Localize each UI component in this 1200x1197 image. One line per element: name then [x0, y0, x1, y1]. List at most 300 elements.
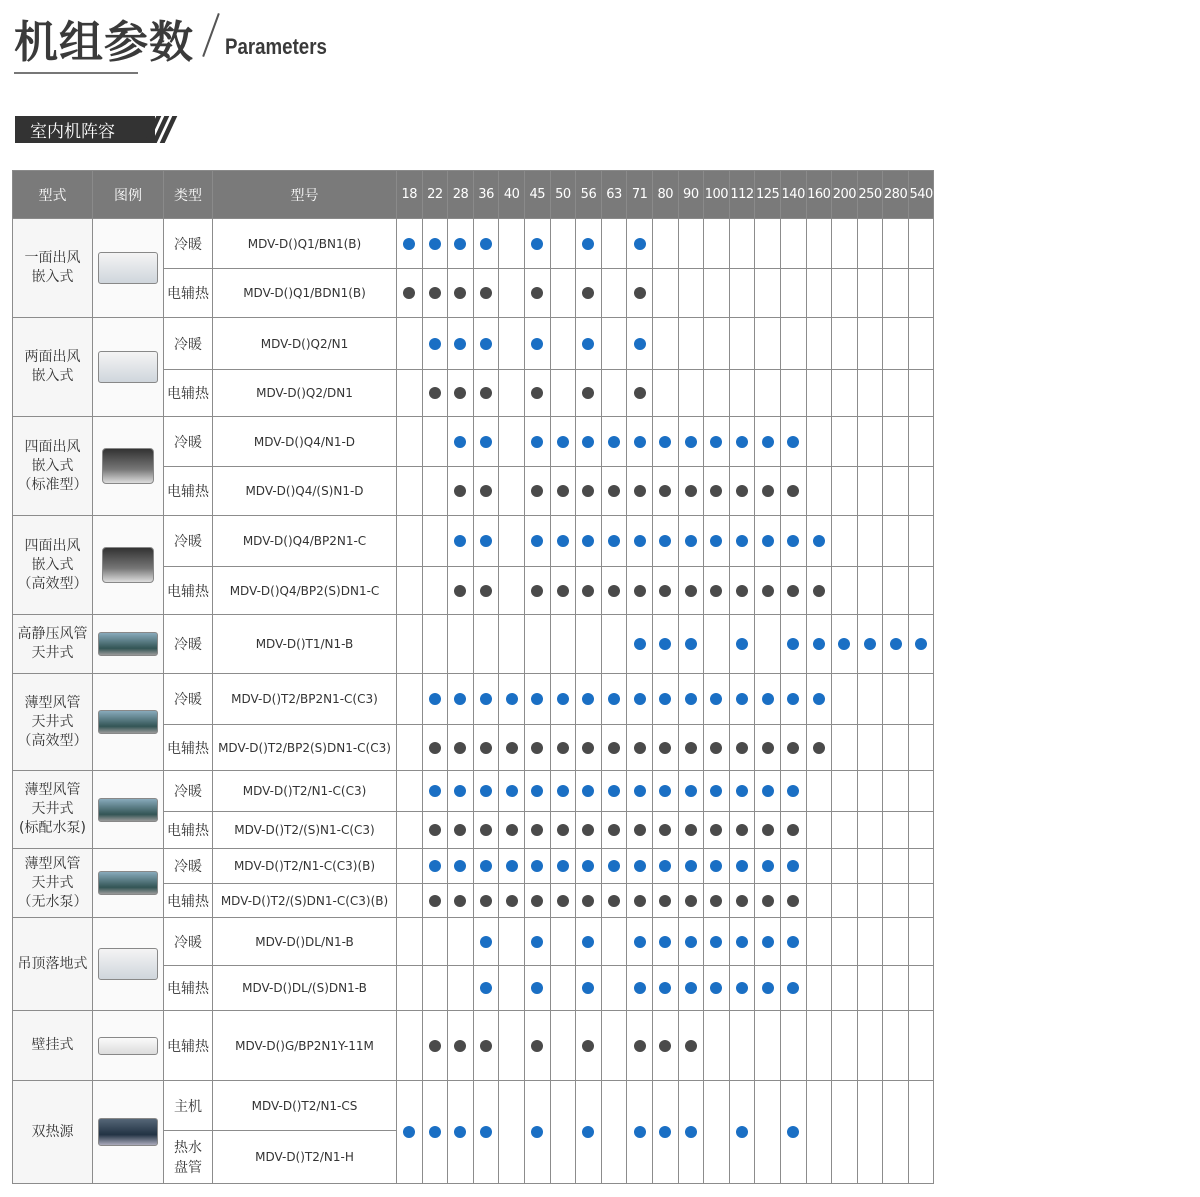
availability-dot: [608, 436, 620, 448]
header-capacity: 18: [397, 171, 423, 219]
capacity-cell: [524, 674, 550, 725]
capacity-cell: [576, 966, 602, 1011]
capacity-cell: [550, 918, 576, 966]
availability-dot: [762, 824, 774, 836]
capacity-cell: [601, 849, 627, 884]
availability-dot: [582, 693, 594, 705]
availability-dot: [506, 785, 518, 797]
availability-dot: [480, 238, 492, 250]
capacity-cell: [473, 812, 499, 849]
availability-dot: [634, 338, 646, 350]
capacity-cell: [832, 918, 858, 966]
capacity-cell: [576, 771, 602, 812]
unit-type: 电辅热: [164, 269, 213, 318]
wall-mounted-image: [98, 1037, 158, 1055]
availability-dot: [454, 436, 466, 448]
capacity-cell: [883, 467, 909, 516]
capacity-cell: [652, 567, 678, 615]
capacity-cell: [678, 269, 704, 318]
capacity-cell: [499, 725, 525, 771]
capacity-cell: [883, 674, 909, 725]
capacity-cell: [422, 771, 448, 812]
capacity-cell: [883, 567, 909, 615]
capacity-cell: [627, 849, 653, 884]
availability-dot: [480, 742, 492, 754]
unit-type: 电辅热: [164, 725, 213, 771]
header-type: 类型: [164, 171, 213, 219]
capacity-cell: [780, 812, 806, 849]
availability-dot: [531, 287, 543, 299]
capacity-cell: [422, 567, 448, 615]
capacity-cell: [550, 1081, 576, 1184]
unit-type: 主机: [164, 1081, 213, 1131]
capacity-cell: [627, 884, 653, 918]
availability-dot: [557, 693, 569, 705]
capacity-cell: [678, 725, 704, 771]
capacity-cell: [832, 674, 858, 725]
capacity-cell: [883, 884, 909, 918]
unit-type: 电辅热: [164, 966, 213, 1011]
capacity-cell: [883, 966, 909, 1011]
capacity-cell: [397, 884, 423, 918]
capacity-cell: [883, 725, 909, 771]
availability-dot: [659, 742, 671, 754]
capacity-cell: [857, 370, 883, 417]
table-row: [13, 615, 934, 674]
capacity-cell: [397, 966, 423, 1011]
capacity-cell: [576, 849, 602, 884]
capacity-cell: [422, 725, 448, 771]
capacity-cell: [576, 219, 602, 269]
availability-dot: [787, 785, 799, 797]
capacity-cell: [832, 567, 858, 615]
availability-dot: [480, 287, 492, 299]
capacity-cell: [832, 516, 858, 567]
capacity-cell: [704, 1081, 730, 1184]
capacity-cell: [422, 966, 448, 1011]
capacity-cell: [448, 219, 474, 269]
availability-dot: [685, 860, 697, 872]
capacity-cell: [499, 1081, 525, 1184]
capacity-cell: [576, 269, 602, 318]
capacity-cell: [704, 849, 730, 884]
availability-dot: [582, 287, 594, 299]
availability-dot: [531, 387, 543, 399]
unit-image: [93, 318, 164, 417]
dual-heat-source-image: [98, 1118, 158, 1146]
availability-dot: [736, 824, 748, 836]
availability-dot: [429, 1040, 441, 1052]
unit-type: 电辅热: [164, 567, 213, 615]
unit-form: 双热源: [13, 1081, 93, 1184]
unit-type: 冷暖: [164, 771, 213, 812]
capacity-cell: [448, 370, 474, 417]
capacity-cell: [627, 467, 653, 516]
capacity-cell: [473, 1011, 499, 1081]
availability-dot: [480, 693, 492, 705]
capacity-cell: [473, 1081, 499, 1184]
availability-dot: [659, 982, 671, 994]
capacity-cell: [524, 467, 550, 516]
header-model: 型号: [213, 171, 397, 219]
availability-dot: [634, 895, 646, 907]
capacity-cell: [499, 849, 525, 884]
unit-image: [93, 1081, 164, 1184]
availability-dot: [454, 287, 466, 299]
capacity-cell: [704, 370, 730, 417]
unit-type: 冷暖: [164, 674, 213, 725]
availability-dot: [710, 936, 722, 948]
capacity-cell: [780, 417, 806, 467]
capacity-cell: [857, 918, 883, 966]
capacity-cell: [576, 725, 602, 771]
unit-form: 两面出风 嵌入式: [13, 318, 93, 417]
availability-dot: [634, 860, 646, 872]
capacity-cell: [524, 966, 550, 1011]
capacity-cell: [473, 567, 499, 615]
availability-dot: [685, 1040, 697, 1052]
capacity-cell: [627, 615, 653, 674]
availability-dot: [736, 585, 748, 597]
ceiling-floor-image: [98, 948, 158, 980]
availability-dot: [454, 1126, 466, 1138]
availability-dot: [480, 485, 492, 497]
header-capacity: 540: [908, 171, 934, 219]
capacity-cell: [524, 849, 550, 884]
capacity-cell: [780, 269, 806, 318]
capacity-cell: [704, 467, 730, 516]
availability-dot: [659, 485, 671, 497]
availability-dot: [480, 535, 492, 547]
availability-dot: [634, 535, 646, 547]
availability-dot: [634, 485, 646, 497]
unit-image: [93, 674, 164, 771]
capacity-cell: [832, 966, 858, 1011]
capacity-cell: [397, 615, 423, 674]
capacity-cell: [806, 467, 832, 516]
availability-dot: [557, 742, 569, 754]
availability-dot: [429, 785, 441, 797]
availability-dot: [531, 1040, 543, 1052]
capacity-cell: [908, 674, 934, 725]
capacity-cell: [806, 771, 832, 812]
availability-dot: [710, 895, 722, 907]
capacity-cell: [524, 417, 550, 467]
capacity-cell: [755, 219, 781, 269]
availability-dot: [480, 936, 492, 948]
availability-dot: [454, 895, 466, 907]
availability-dot: [762, 982, 774, 994]
capacity-cell: [678, 1081, 704, 1184]
capacity-cell: [652, 219, 678, 269]
availability-dot: [890, 638, 902, 650]
unit-type: 电辅热: [164, 467, 213, 516]
header-capacity: 40: [499, 171, 525, 219]
unit-form: 四面出风 嵌入式 （标准型）: [13, 417, 93, 516]
capacity-cell: [755, 884, 781, 918]
availability-dot: [480, 860, 492, 872]
header-capacity: 50: [550, 171, 576, 219]
capacity-cell: [908, 567, 934, 615]
availability-dot: [787, 824, 799, 836]
capacity-cell: [422, 849, 448, 884]
availability-dot: [531, 338, 543, 350]
capacity-cell: [397, 318, 423, 370]
availability-dot: [480, 982, 492, 994]
capacity-cell: [729, 269, 755, 318]
capacity-cell: [806, 269, 832, 318]
availability-dot: [531, 1126, 543, 1138]
capacity-cell: [499, 417, 525, 467]
capacity-cell: [755, 771, 781, 812]
capacity-cell: [857, 771, 883, 812]
availability-dot: [480, 436, 492, 448]
unit-image: [93, 615, 164, 674]
availability-dot: [557, 436, 569, 448]
unit-image: [93, 918, 164, 1011]
availability-dot: [685, 436, 697, 448]
capacity-cell: [883, 771, 909, 812]
capacity-cell: [832, 370, 858, 417]
availability-dot: [403, 287, 415, 299]
capacity-cell: [652, 467, 678, 516]
capacity-cell: [627, 219, 653, 269]
availability-dot: [454, 693, 466, 705]
availability-dot: [608, 895, 620, 907]
availability-dot: [710, 785, 722, 797]
availability-dot: [736, 785, 748, 797]
table-row: [13, 516, 934, 567]
capacity-cell: [678, 417, 704, 467]
capacity-cell: [627, 771, 653, 812]
availability-dot: [710, 485, 722, 497]
capacity-cell: [524, 370, 550, 417]
capacity-cell: [473, 370, 499, 417]
capacity-cell: [832, 417, 858, 467]
capacity-cell: [550, 966, 576, 1011]
capacity-cell: [652, 516, 678, 567]
availability-dot: [787, 436, 799, 448]
capacity-cell: [422, 1081, 448, 1184]
capacity-cell: [448, 1011, 474, 1081]
capacity-cell: [908, 1081, 934, 1184]
model-number: MDV-D()Q4/BP2N1-C: [213, 516, 397, 567]
model-number: MDV-D()G/BP2N1Y-11M: [213, 1011, 397, 1081]
capacity-cell: [576, 417, 602, 467]
capacity-cell: [601, 1081, 627, 1184]
availability-dot: [659, 895, 671, 907]
capacity-cell: [422, 884, 448, 918]
model-number: MDV-D()T1/N1-B: [213, 615, 397, 674]
capacity-cell: [729, 884, 755, 918]
availability-dot: [762, 535, 774, 547]
availability-dot: [685, 742, 697, 754]
capacity-cell: [678, 918, 704, 966]
capacity-cell: [448, 1081, 474, 1184]
model-number: MDV-D()T2/BP2N1-C(C3): [213, 674, 397, 725]
availability-dot: [531, 485, 543, 497]
capacity-cell: [652, 1011, 678, 1081]
availability-dot: [506, 895, 518, 907]
capacity-cell: [755, 370, 781, 417]
capacity-cell: [857, 567, 883, 615]
availability-dot: [659, 824, 671, 836]
capacity-cell: [806, 417, 832, 467]
availability-dot: [582, 895, 594, 907]
capacity-cell: [550, 567, 576, 615]
capacity-cell: [780, 918, 806, 966]
capacity-cell: [397, 849, 423, 884]
availability-dot: [762, 693, 774, 705]
capacity-cell: [857, 725, 883, 771]
availability-dot: [429, 1126, 441, 1138]
availability-dot: [608, 860, 620, 872]
availability-dot: [685, 936, 697, 948]
table-row: [13, 771, 934, 812]
capacity-cell: [397, 467, 423, 516]
availability-dot: [787, 982, 799, 994]
capacity-cell: [806, 725, 832, 771]
capacity-cell: [806, 918, 832, 966]
capacity-cell: [601, 725, 627, 771]
availability-dot: [634, 387, 646, 399]
unit-type: 电辅热: [164, 370, 213, 417]
capacity-cell: [908, 417, 934, 467]
availability-dot: [454, 742, 466, 754]
capacity-cell: [397, 812, 423, 849]
capacity-cell: [729, 1081, 755, 1184]
availability-dot: [710, 982, 722, 994]
capacity-cell: [652, 674, 678, 725]
capacity-cell: [832, 884, 858, 918]
capacity-cell: [422, 918, 448, 966]
unit-form: 四面出风 嵌入式 （高效型）: [13, 516, 93, 615]
capacity-cell: [576, 674, 602, 725]
availability-dot: [557, 585, 569, 597]
capacity-cell: [806, 812, 832, 849]
availability-dot: [582, 982, 594, 994]
header-capacity: 280: [883, 171, 909, 219]
capacity-cell: [473, 516, 499, 567]
model-number: MDV-D()T2/N1-CS: [213, 1081, 397, 1131]
capacity-cell: [908, 516, 934, 567]
availability-dot: [531, 824, 543, 836]
capacity-cell: [704, 771, 730, 812]
availability-dot: [531, 585, 543, 597]
capacity-cell: [883, 849, 909, 884]
availability-dot: [787, 742, 799, 754]
availability-dot: [762, 936, 774, 948]
availability-dot: [608, 693, 620, 705]
capacity-cell: [652, 370, 678, 417]
capacity-cell: [678, 467, 704, 516]
availability-dot: [762, 485, 774, 497]
availability-dot: [454, 387, 466, 399]
capacity-cell: [755, 1081, 781, 1184]
capacity-cell: [704, 884, 730, 918]
unit-form: 薄型风管 天井式 （高效型）: [13, 674, 93, 771]
availability-dot: [531, 436, 543, 448]
capacity-cell: [422, 370, 448, 417]
capacity-cell: [729, 849, 755, 884]
capacity-cell: [857, 219, 883, 269]
capacity-cell: [908, 467, 934, 516]
availability-dot: [710, 742, 722, 754]
unit-image: [93, 516, 164, 615]
availability-dot: [582, 387, 594, 399]
availability-dot: [634, 982, 646, 994]
capacity-cell: [857, 849, 883, 884]
capacity-cell: [601, 567, 627, 615]
availability-dot: [531, 895, 543, 907]
availability-dot: [762, 860, 774, 872]
availability-dot: [480, 895, 492, 907]
availability-dot: [685, 585, 697, 597]
unit-form: 薄型风管 天井式 (标配水泵): [13, 771, 93, 849]
model-number: MDV-D()T2/N1-C(C3): [213, 771, 397, 812]
capacity-cell: [780, 219, 806, 269]
capacity-cell: [499, 467, 525, 516]
capacity-cell: [908, 966, 934, 1011]
availability-dot: [736, 895, 748, 907]
capacity-cell: [473, 674, 499, 725]
capacity-cell: [473, 884, 499, 918]
capacity-cell: [524, 318, 550, 370]
availability-dot: [582, 824, 594, 836]
capacity-cell: [652, 269, 678, 318]
capacity-cell: [678, 812, 704, 849]
availability-dot: [454, 785, 466, 797]
table-row: [13, 849, 934, 884]
unit-type: 电辅热: [164, 884, 213, 918]
capacity-cell: [908, 918, 934, 966]
header-capacity: 22: [422, 171, 448, 219]
unit-form: 一面出风 嵌入式: [13, 219, 93, 318]
availability-dot: [659, 585, 671, 597]
capacity-cell: [524, 812, 550, 849]
capacity-cell: [397, 269, 423, 318]
availability-dot: [685, 824, 697, 836]
availability-dot: [659, 1126, 671, 1138]
capacity-cell: [499, 318, 525, 370]
capacity-cell: [550, 812, 576, 849]
availability-dot: [659, 1040, 671, 1052]
capacity-cell: [883, 918, 909, 966]
table-row: [13, 318, 934, 370]
capacity-cell: [473, 771, 499, 812]
model-number: MDV-D()Q4/(S)N1-D: [213, 467, 397, 516]
capacity-cell: [448, 674, 474, 725]
capacity-cell: [652, 417, 678, 467]
capacity-cell: [499, 219, 525, 269]
header-capacity: 90: [678, 171, 704, 219]
availability-dot: [736, 936, 748, 948]
capacity-cell: [499, 966, 525, 1011]
capacity-cell: [857, 884, 883, 918]
availability-dot: [915, 638, 927, 650]
parameter-table-wrapper: [12, 170, 934, 1184]
capacity-cell: [627, 918, 653, 966]
capacity-cell: [832, 318, 858, 370]
availability-dot: [454, 585, 466, 597]
capacity-cell: [448, 417, 474, 467]
capacity-cell: [601, 417, 627, 467]
capacity-cell: [499, 516, 525, 567]
capacity-cell: [908, 370, 934, 417]
unit-form: 壁挂式: [13, 1011, 93, 1081]
capacity-cell: [473, 725, 499, 771]
capacity-cell: [576, 370, 602, 417]
